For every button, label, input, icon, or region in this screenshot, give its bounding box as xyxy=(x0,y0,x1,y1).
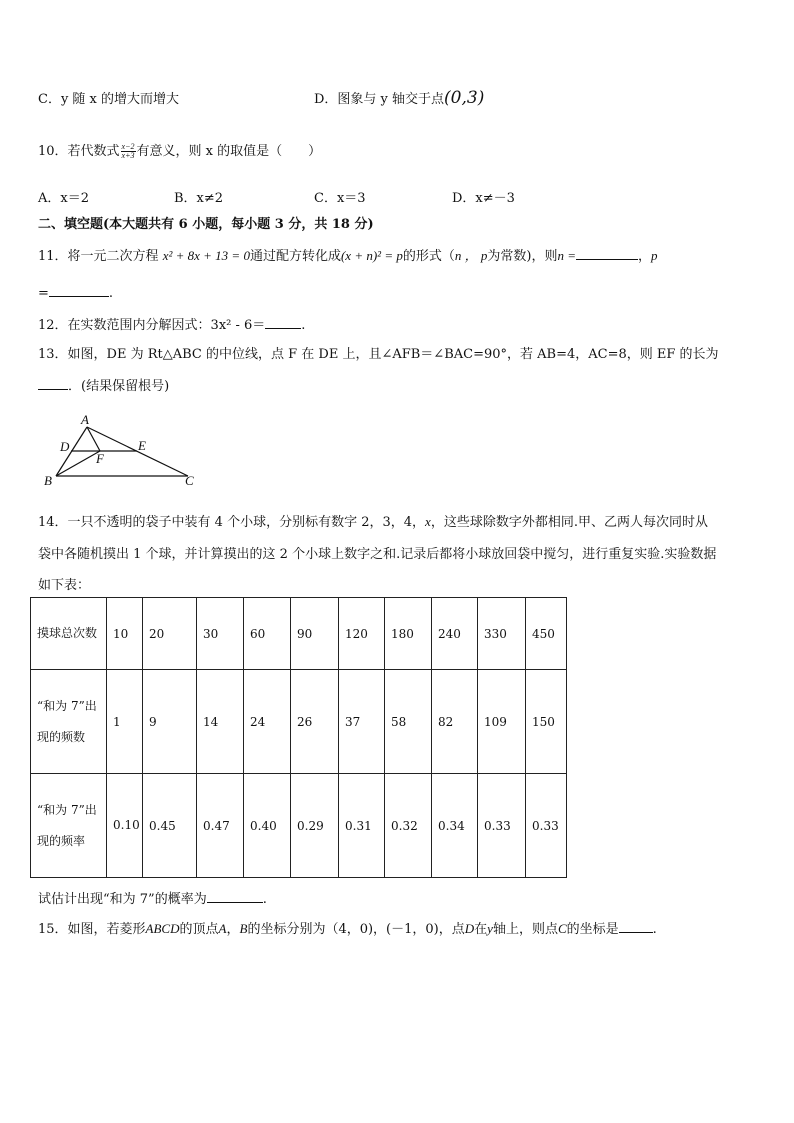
q15-prefix: 15．如图，若菱形 xyxy=(38,922,146,937)
q15-blank[interactable] xyxy=(619,920,653,933)
q15-shape: ABCD xyxy=(145,921,180,936)
q15-point-a: A xyxy=(218,921,227,936)
q11-comma: ， xyxy=(637,249,651,264)
q11-line2-end: . xyxy=(108,286,114,301)
q10-stem xyxy=(38,140,321,160)
table-cell: 150 xyxy=(526,670,567,774)
table-row-header: “和为 7”出现的频率 xyxy=(31,774,107,878)
q14-line1-text: 14．一只不透明的袋子中装有 4 个小球，分别标有数字 2，3，4， xyxy=(38,515,426,530)
q11-equation: x² + 8x + 13 = 0 xyxy=(162,248,250,263)
label-f: F xyxy=(96,451,104,466)
q15-mid4: 轴上，则点 xyxy=(492,922,558,937)
table-cell: 0.34 xyxy=(432,774,478,878)
table-cell: 0.29 xyxy=(291,774,339,878)
q11-suffix2: 为常数)，则 xyxy=(487,249,558,264)
q12-line xyxy=(38,314,305,333)
q15-line xyxy=(38,918,657,937)
q15-mid5: 的坐标是 xyxy=(566,922,619,937)
table-cell: 120 xyxy=(339,598,385,670)
table-cell: 0.40 xyxy=(244,774,291,878)
q14-line1 xyxy=(38,511,708,530)
q15-mid3: 在 xyxy=(474,922,488,937)
table-cell: 26 xyxy=(291,670,339,774)
q10-suffix: 有意义，则 x 的取值是（ ） xyxy=(136,144,322,159)
q11-middle: 通过配方转化成 xyxy=(249,249,341,264)
label-b: B xyxy=(44,473,52,488)
q10-frac-den: x+3 xyxy=(121,151,135,160)
q11-prefix: 11．将一元二次方程 xyxy=(38,249,159,264)
q9-option-d-text: D．图象与 y 轴交于点 xyxy=(314,92,445,107)
table-cell: 24 xyxy=(244,670,291,774)
table-cell: 0.45 xyxy=(143,774,197,878)
label-c: C xyxy=(185,473,194,488)
q15-point-b: B xyxy=(239,921,248,936)
table-cell: 0.33 xyxy=(526,774,567,878)
q12-end: . xyxy=(301,318,306,333)
q11-n-label: n = xyxy=(557,248,576,263)
table-cell: 0.32 xyxy=(385,774,432,878)
q9-option-c: C．y 随 x 的增大而增大 xyxy=(38,92,180,107)
q14-conclusion-text: 试估计出现“和为 7”的概率为 xyxy=(38,892,207,907)
q14-blank[interactable] xyxy=(207,890,263,903)
q11-p-blank[interactable] xyxy=(49,284,109,297)
q12-blank[interactable] xyxy=(265,316,301,329)
q14-x-var: x xyxy=(425,514,431,529)
q9-option-d-point: (0,3) xyxy=(444,88,485,108)
q11-n-blank[interactable] xyxy=(576,247,638,260)
q15-point-c: C xyxy=(557,921,567,936)
q11-p-label: p xyxy=(651,248,658,263)
table-cell: 10 xyxy=(107,598,143,670)
q10-prefix: 10．若代数式 xyxy=(38,144,120,159)
q13-line2-text: ．(结果保留根号) xyxy=(68,379,170,394)
table-cell: 0.31 xyxy=(339,774,385,878)
label-a: A xyxy=(81,412,89,427)
q11-suffix: 的形式（ xyxy=(402,249,455,264)
q11-params: n ， p xyxy=(454,248,488,263)
table-row xyxy=(31,598,567,670)
table-cell: 58 xyxy=(385,670,432,774)
q10-option-a: A．x＝2 xyxy=(38,191,89,206)
q15-sep: ， xyxy=(226,922,240,937)
table-cell: 0.33 xyxy=(478,774,526,878)
table-row xyxy=(31,774,567,878)
q15-point-d: D xyxy=(464,921,475,936)
table-cell: 240 xyxy=(432,598,478,670)
table-cell: 90 xyxy=(291,598,339,670)
q13-blank[interactable] xyxy=(38,377,68,390)
q13-line1: 13．如图，DE 为 Rt△ABC 的中位线，点 F 在 DE 上，且∠AFB＝∠BAC=90°，若 AB=4，AC=8，则 EF 的长为 xyxy=(38,347,719,362)
table-cell: 1 xyxy=(107,670,143,774)
q10-option-c: C．x＝3 xyxy=(314,191,366,206)
table-cell: 450 xyxy=(526,598,567,670)
table-cell: 180 xyxy=(385,598,432,670)
label-d: D xyxy=(60,439,70,454)
table-cell: 20 xyxy=(143,598,197,670)
q15-axis: y xyxy=(487,921,493,936)
section-heading: 二、填空题(本大题共有 6 小题，每小题 3 分，共 18 分) xyxy=(38,217,374,232)
q14-line3: 如下表： xyxy=(38,578,91,593)
q11-line1 xyxy=(38,245,658,264)
table-row-header: “和为 7”出现的频数 xyxy=(31,670,107,774)
q11-line2 xyxy=(38,284,113,301)
frequency-table xyxy=(30,597,567,878)
table-row-header: 摸球总次数 xyxy=(31,598,107,670)
q12-text: 12．在实数范围内分解因式：3x² - 6＝ xyxy=(38,318,266,333)
table-cell: 82 xyxy=(432,670,478,774)
q10-fraction xyxy=(121,143,136,160)
q14-conclusion xyxy=(38,888,267,907)
q10-option-b: B．x≠2 xyxy=(174,191,224,206)
q15-mid2: 的坐标分别为（4，0)，(－1，0)，点 xyxy=(247,922,465,937)
table-cell: 109 xyxy=(478,670,526,774)
table-cell: 0.47 xyxy=(197,774,244,878)
q14-line2: 袋中各随机摸出 1 个球，并计算摸出的这 2 个小球上数字之和.记录后都将小球放回袋中搅匀，进行重复实验.实验数据 xyxy=(38,547,717,562)
q9-option-d xyxy=(314,88,484,108)
q15-end: . xyxy=(652,922,657,937)
table-cell: 37 xyxy=(339,670,385,774)
table-cell: 60 xyxy=(244,598,291,670)
q14-conclusion-end: . xyxy=(262,892,267,907)
table-cell: 14 xyxy=(197,670,244,774)
label-e: E xyxy=(138,438,146,453)
table-cell: 30 xyxy=(197,598,244,670)
table-cell: 0.10 xyxy=(107,774,143,878)
q10-option-d: D．x≠－3 xyxy=(452,191,515,206)
q10-frac-num: x−2 xyxy=(121,142,135,151)
q11-form: (x + n)² = p xyxy=(340,248,403,263)
table-cell: 9 xyxy=(143,670,197,774)
q15-mid1: 的顶点 xyxy=(179,922,219,937)
table-row xyxy=(31,670,567,774)
q14-line1-end: ，这些球除数字外都相同.甲、乙两人每次同时从 xyxy=(430,515,708,530)
q13-line2 xyxy=(38,375,169,394)
triangle-figure xyxy=(40,408,210,488)
segment-bf xyxy=(56,451,100,476)
q11-line2-prefix: = xyxy=(38,286,49,301)
table-cell: 330 xyxy=(478,598,526,670)
